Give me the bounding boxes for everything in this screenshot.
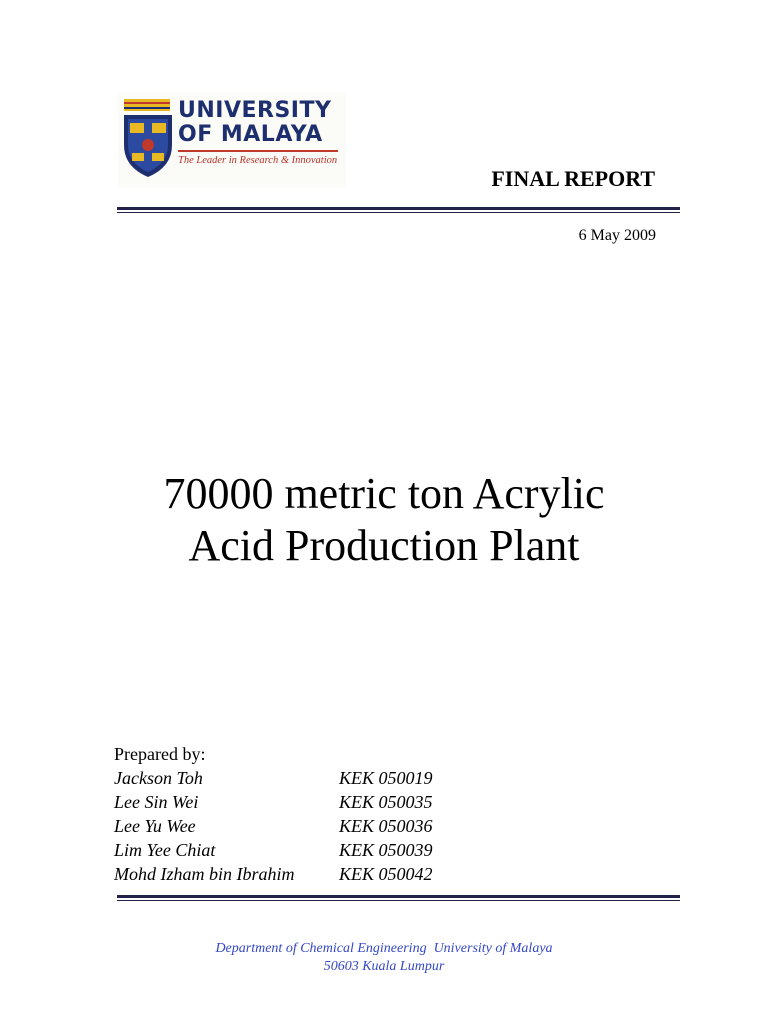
author-row bbox=[114, 792, 514, 816]
author-name: Lee Yu Wee bbox=[114, 816, 196, 836]
author-id: KEK 050019 bbox=[339, 768, 433, 788]
author-row bbox=[114, 864, 514, 888]
top-divider bbox=[117, 207, 680, 213]
logo-name-line1: UNIVERSITY bbox=[178, 98, 332, 123]
document-title bbox=[0, 468, 768, 572]
logo-divider bbox=[178, 150, 338, 152]
author-name: Lim Yee Chiat bbox=[114, 840, 216, 860]
bottom-divider bbox=[117, 895, 680, 901]
author-name: Lee Sin Wei bbox=[114, 792, 199, 812]
author-list bbox=[114, 768, 514, 888]
author-id: KEK 050039 bbox=[339, 840, 433, 860]
footer-address bbox=[0, 940, 768, 976]
logo-wordmark bbox=[178, 99, 331, 147]
author-name: Mohd Izham bin Ibrahim bbox=[114, 864, 295, 884]
prepared-by-label: Prepared by: bbox=[114, 744, 206, 764]
author-row bbox=[114, 816, 514, 840]
university-logo bbox=[118, 93, 346, 187]
footer-department: Department of Chemical Engineering University of Malaya bbox=[215, 941, 553, 956]
report-date: 6 May 2009 bbox=[578, 227, 656, 244]
author-row bbox=[114, 840, 514, 864]
logo-tagline: The Leader in Research & Innovation bbox=[178, 155, 338, 166]
author-name: Jackson Toh bbox=[114, 768, 203, 788]
author-id: KEK 050036 bbox=[339, 816, 433, 836]
report-label: FINAL REPORT bbox=[491, 166, 655, 191]
author-id: KEK 050042 bbox=[339, 864, 433, 884]
logo-name-line2: OF MALAYA bbox=[178, 122, 323, 147]
footer-city: 50603 Kuala Lumpur bbox=[323, 959, 445, 974]
title-line1: 70000 metric ton Acrylic bbox=[163, 469, 605, 518]
author-row bbox=[114, 768, 514, 792]
author-id: KEK 050035 bbox=[339, 792, 433, 812]
university-crest-icon bbox=[118, 93, 178, 187]
title-line2: Acid Production Plant bbox=[188, 521, 580, 570]
